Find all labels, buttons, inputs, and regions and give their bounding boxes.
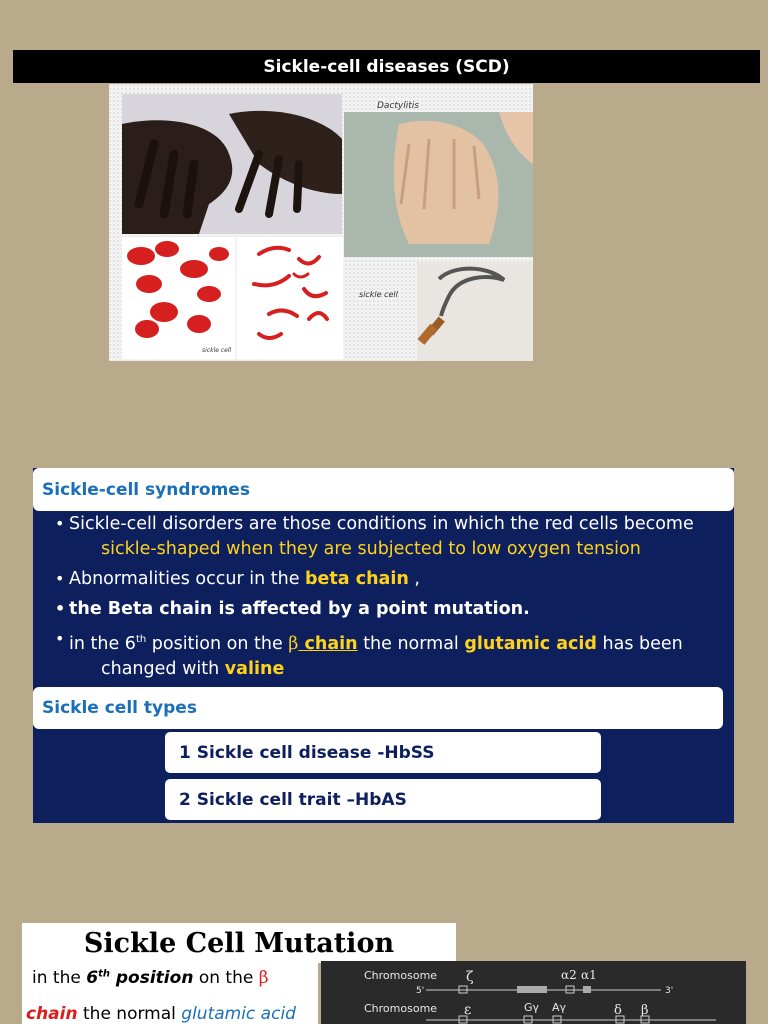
- three-prime-label: 3': [665, 986, 674, 996]
- normal-rbc-illustration: [122, 237, 235, 359]
- alpha1-gene-label: α1: [581, 968, 597, 982]
- type-item-hbss: 1 Sickle cell disease -HbSS: [165, 732, 601, 773]
- bullet-item: • in the 6th position on the β chain the normal glutamic acid has been changed with valine: [55, 627, 725, 682]
- syndromes-heading-text: Sickle-cell syndromes: [42, 479, 250, 500]
- chromosome-gene-map: [321, 961, 746, 1024]
- bullet-item: • Sickle-cell disorders are those conditions in which the red cells become sickle-shaped when they are subjected to low oxygen tension: [55, 512, 725, 562]
- bullet-item: • the Beta chain is affected by a point mutation.: [55, 597, 725, 622]
- sickle-tool-photo: [417, 262, 533, 361]
- gene-box: [583, 986, 591, 993]
- mutation-title-text: Sickle Cell Mutation: [83, 927, 395, 959]
- slide-title-text: Sickle-cell diseases (SCD): [263, 56, 510, 77]
- slide-title: [13, 50, 760, 83]
- small-sickle-label: sickle cell: [202, 347, 232, 354]
- zeta-gene-label: ζ: [466, 969, 474, 985]
- bullet-dot-icon: •: [55, 569, 65, 588]
- beta-gene-label: β: [641, 1003, 649, 1018]
- bullet-dot-icon: •: [55, 629, 65, 648]
- hands-photo: [122, 94, 342, 234]
- chromosome-row1-label: Chromosome: [364, 969, 438, 982]
- mutation-text-line2: chain the normal glutamic acid: [26, 1004, 296, 1024]
- delta-gene-label: δ: [614, 1003, 622, 1018]
- collage-illustration: [109, 84, 533, 361]
- syndromes-heading: [33, 468, 734, 511]
- globin-gene-diagram: [321, 961, 746, 1024]
- mutation-text-line1: in the 6th position on the β: [32, 968, 269, 988]
- dactylitis-label: Dactylitis: [377, 101, 419, 111]
- alpha2-gene-label: α2: [561, 968, 577, 982]
- five-prime-label: 5': [416, 986, 425, 996]
- dactylitis-photo: [344, 112, 533, 257]
- sickle-rbc-illustration: [237, 237, 343, 359]
- pseudogene-cluster: [517, 986, 547, 993]
- epsilon-gene-label: ε: [464, 1002, 472, 1018]
- bullet-dot-icon: •: [55, 599, 66, 618]
- sickle-cell-image-collage: [109, 84, 533, 361]
- syndromes-bullet-list: [55, 512, 725, 687]
- mutation-title: [22, 923, 456, 963]
- type-item-hbas: 2 Sickle cell trait –HbAS: [165, 779, 601, 820]
- bullet-item: • Abnormalities occur in the beta chain ,: [55, 567, 725, 592]
- bullet-dot-icon: •: [55, 514, 65, 533]
- a-gamma-gene-label: Aγ: [552, 1001, 567, 1014]
- mutation-text: [22, 963, 318, 1024]
- sickle-cell-label: sickle cell: [359, 290, 398, 299]
- chromosome-row2-label: Chromosome: [364, 1002, 438, 1015]
- types-heading-text: Sickle cell types: [42, 698, 197, 718]
- types-heading: [33, 687, 723, 729]
- sickle-cell-syndromes-panel: [33, 468, 734, 823]
- g-gamma-gene-label: Gγ: [524, 1001, 540, 1014]
